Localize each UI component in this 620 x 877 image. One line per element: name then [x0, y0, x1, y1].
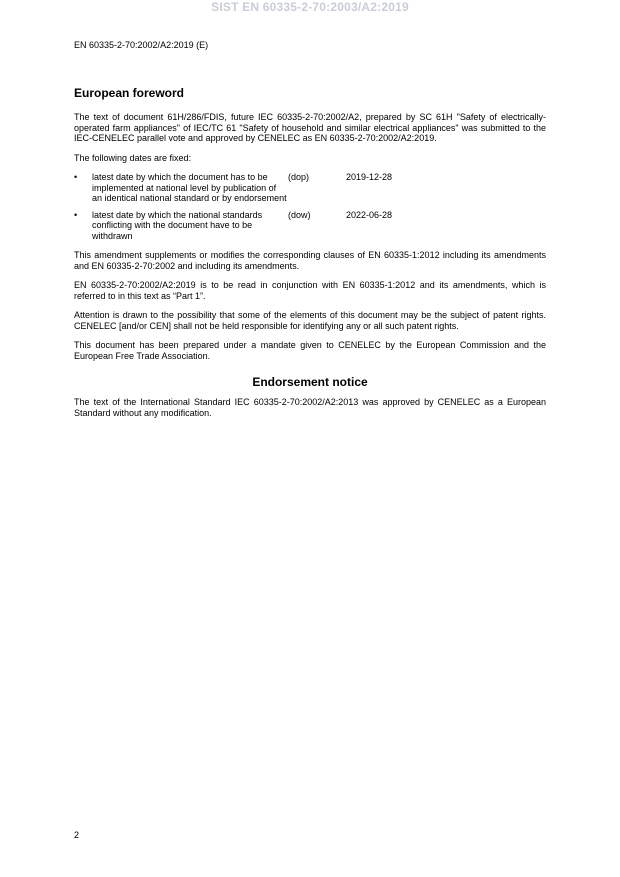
page-number: 2	[74, 830, 80, 840]
amendment-paragraph: This amendment supplements or modifies the corresponding clauses of EN 60335-1:2012 including its amendments and EN 60335-2-70:2002 and including its amendments.	[74, 250, 546, 271]
foreword-heading: European foreword	[74, 86, 185, 100]
document-identifier: EN 60335-2-70:2002/A2:2019 (E)	[74, 40, 209, 50]
conjunction-paragraph: EN 60335-2-70:2002/A2:2019 is to be read in conjunction with EN 60335-1:2012 and its amendments, which is referred to in this text as “Part 1”.	[74, 280, 546, 301]
endorsement-heading: Endorsement notice	[252, 375, 368, 389]
date-item-text: latest date by which the document has to be implemented at national level by publication of an identical national standard or by endorsement	[92, 172, 287, 203]
date-item-dop	[74, 172, 546, 204]
date-item-code: (dow)	[288, 209, 311, 220]
dates-list	[74, 172, 546, 241]
bullet-icon: •	[74, 209, 78, 220]
date-item-value: 2019-12-28	[346, 172, 393, 182]
watermark: SIST EN 60335-2-70:2003/A2:2019	[211, 0, 409, 14]
bullet-icon: •	[74, 172, 78, 182]
foreword-intro-paragraph: The text of document 61H/286/FDIS, future IEC 60335-2-70:2002/A2, prepared by SC 61H "Safety of electrically-operated farm appliances" of IEC/TC 61 "Safety of household and similar electrical appliances" was submitted to the IEC-CENELEC parallel vote and approved by CENELEC as EN 60335-2-70:2002/A2:2019.	[74, 112, 546, 143]
date-item-code: (dop)	[288, 172, 310, 182]
dates-intro-paragraph: The following dates are fixed:	[74, 152, 192, 163]
date-item-text: latest date by which the national standards conflicting with the document have to be withdrawn	[92, 209, 263, 241]
endorsement-paragraph: The text of the International Standard IEC 60335-2-70:2002/A2:2013 was approved by CENELEC as a European Standard without any modification.	[74, 397, 546, 418]
page-content	[74, 86, 546, 427]
date-item-value: 2022-06-28	[346, 209, 393, 220]
patent-paragraph: Attention is drawn to the possibility that some of the elements of this document may be the subject of patent rights. CENELEC [and/or CEN] shall not be held responsible for identifying any or all such patent rights.	[74, 310, 546, 331]
mandate-paragraph: This document has been prepared under a mandate given to CENELEC by the European Commission and the European Free Trade Association.	[74, 340, 546, 361]
date-item-dow	[74, 210, 546, 242]
